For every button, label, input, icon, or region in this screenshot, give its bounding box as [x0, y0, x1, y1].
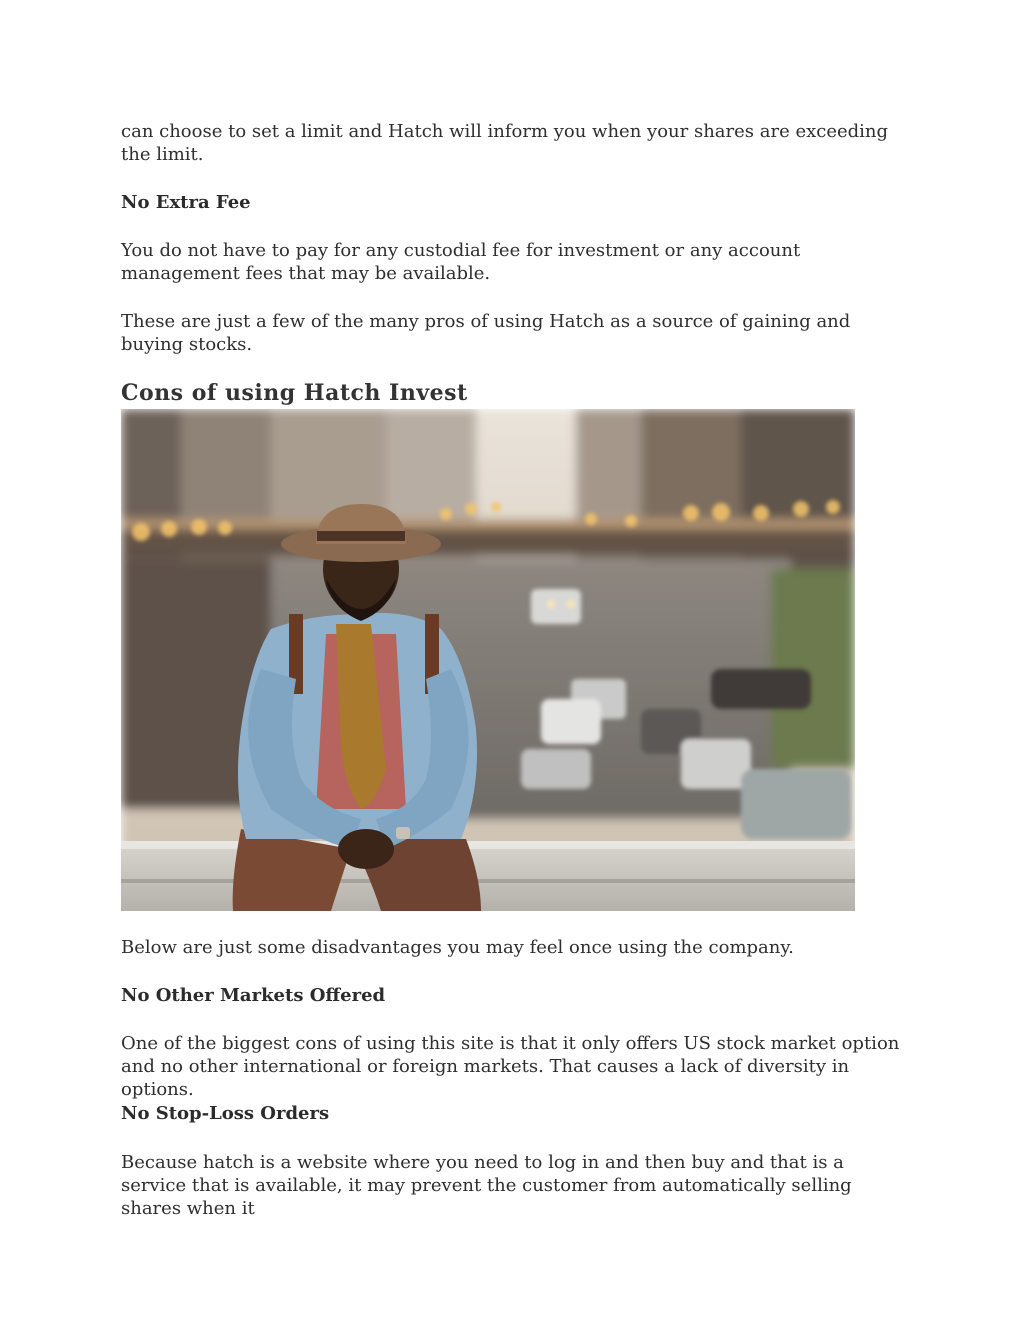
intro-paragraph: can choose to set a limit and Hatch will inform you when your shares are exceeding the limit. [121, 121, 889, 165]
section-heading-no-extra-fee: No Extra Fee [121, 192, 251, 213]
no-stop-loss-paragraph: Because hatch is a website where you need to log in and then buy and that is a service that is available, it may prevent the customer from automatically selling shares when it [121, 1152, 852, 1219]
section-heading-no-stop-loss: No Stop-Loss Orders [121, 1103, 330, 1124]
section-heading-no-other-markets: No Other Markets Offered [121, 985, 386, 1006]
cons-heading: Cons of using Hatch Invest [121, 380, 468, 406]
no-other-markets-paragraph: One of the biggest cons of using this site is that it only offers US stock market option and no other international or foreign markets. That causes a lack of diversity in options. [121, 1033, 900, 1100]
no-extra-fee-paragraph: You do not have to pay for any custodial fee for investment or any account management fees that may be available. [121, 240, 801, 284]
disadvantages-intro-paragraph: Below are just some disadvantages you may feel once using the company. [121, 937, 794, 958]
sad-man-city-photo [121, 409, 855, 911]
pros-summary-paragraph: These are just a few of the many pros of using Hatch as a source of gaining and buying stocks. [121, 311, 851, 355]
